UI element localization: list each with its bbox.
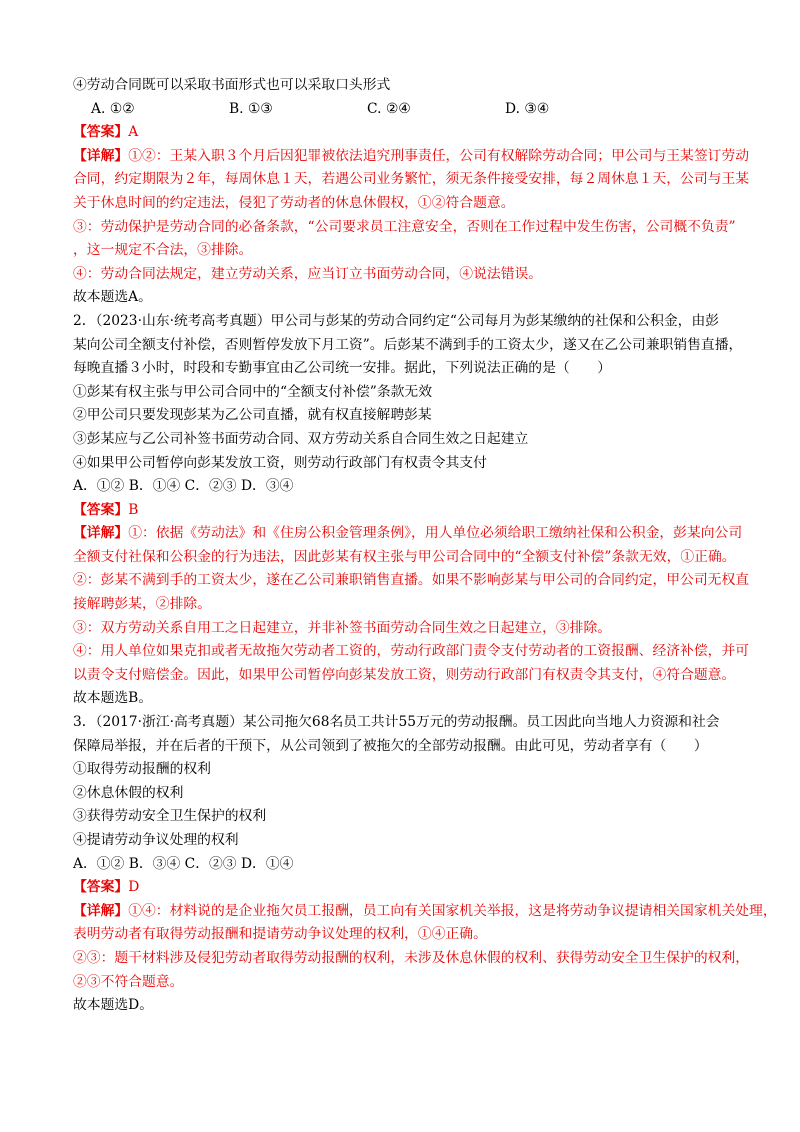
q1-detail-line: ，这一规定不合法，③排除。 bbox=[73, 242, 253, 259]
q1-conclusion: 故本题选A。 bbox=[73, 289, 152, 306]
answer-value: A bbox=[128, 124, 139, 141]
q2-item: ①彭某有权主张与甲公司合同中的“全额支付补偿”条款无效 bbox=[73, 383, 433, 400]
q1-option-a: A. ①② bbox=[91, 100, 135, 117]
q1-detail-line: 合同，约定期限为２年，每周休息１天，若遇公司业务繁忙，须无条件接受安排，每２周休息１天，公司与王某 bbox=[73, 171, 750, 188]
q2-answer bbox=[73, 499, 760, 523]
q3-detail-line bbox=[73, 900, 777, 924]
q2-detail-line: 接解聘彭某，②排除。 bbox=[73, 596, 211, 613]
q2-conclusion: 故本题选B。 bbox=[73, 690, 153, 707]
detail-tag: 【详解】 bbox=[73, 902, 129, 919]
q3-options: A．①② B．③④ C．②③ D．①④ bbox=[73, 855, 294, 872]
detail-tag: 【详解】 bbox=[73, 147, 129, 164]
q3-stem-line: 保障局举报，并在后者的干预下，从公司领到了被拖欠的全部劳动报酬。由此可见，劳动者享有（ ） bbox=[73, 737, 708, 754]
q2-detail-line bbox=[73, 522, 760, 546]
q3-detail-line: ②③不符合题意。 bbox=[73, 973, 184, 990]
answer-tag: 【答案】 bbox=[73, 879, 129, 896]
q3-conclusion: 故本题选D。 bbox=[73, 997, 154, 1014]
q1-detail-line: ④：劳动合同法规定，建立劳动关系，应当订立书面劳动合同，④说法错误。 bbox=[73, 265, 543, 282]
q2-detail-line: ②：彭某不满到手的工资太少，遂在乙公司兼职销售直播。如果不影响彭某与甲公司的合同约定，甲公司无权直 bbox=[73, 572, 750, 589]
answer-tag: 【答案】 bbox=[73, 124, 129, 141]
q1-option-c: C. ②④ bbox=[367, 100, 411, 117]
q2-detail-line: ④：用人单位如果克扣或者无故拖欠劳动者工资的，劳动行政部门责令支付劳动者的工资报酬、经济补偿，并可 bbox=[73, 643, 750, 660]
q1-detail-line bbox=[73, 145, 760, 169]
q3-stem-line: 3．（2017·浙江·高考真题）某公司拖欠68名员工共计55万元的劳动报酬。员工因此向当地人力资源和社会 bbox=[73, 714, 720, 731]
detail-text: ①：依据《劳动法》和《住房公积金管理条例》，用人单位必须给职工缴纳社保和公积金，彭某向公司 bbox=[128, 525, 743, 542]
q3-item: ②休息休假的权利 bbox=[73, 784, 184, 801]
q2-item: ④如果甲公司暂停向彭某发放工资，则劳动行政部门有权责令其支付 bbox=[73, 454, 487, 471]
q2-stem-line: 某向公司全额支付补偿，否则暂停发放下月工资”。后彭某不满到手的工资太少，遂又在乙公司兼职销售直播， bbox=[73, 336, 743, 353]
answer-value: D bbox=[128, 879, 140, 896]
q1-options bbox=[73, 98, 760, 122]
q3-item: ③获得劳动安全卫生保护的权利 bbox=[73, 808, 267, 825]
detail-tag: 【详解】 bbox=[73, 525, 129, 542]
q1-answer bbox=[73, 121, 760, 145]
q2-detail-line: 以责令支付赔偿金。因此，如果甲公司暂停向彭某发放工资，则劳动行政部门有权责令其支付，④符合题意。 bbox=[73, 666, 736, 683]
q3-item: ①取得劳动报酬的权利 bbox=[73, 761, 211, 778]
q2-item: ③彭某应与乙公司补签书面劳动合同、双方劳动关系自合同生效之日起建立 bbox=[73, 430, 529, 447]
q1-item-4: ④劳动合同既可以采取书面形式也可以采取口头形式 bbox=[73, 77, 391, 93]
q1-option-b: B. ①③ bbox=[229, 100, 273, 117]
q3-item: ④提请劳动争议处理的权利 bbox=[73, 832, 239, 848]
q1-option-d: D. ③④ bbox=[505, 100, 550, 117]
detail-text: ①④：材料说的是企业拖欠员工报酬，员工向有关国家机关举报，这是将劳动争议提请相关国家机关处理， bbox=[128, 902, 777, 919]
detail-text: ①②：王某入职３个月后因犯罪被依法追究刑事责任，公司有权解除劳动合同；甲公司与王某签订劳动 bbox=[128, 147, 750, 164]
answer-value: B bbox=[128, 501, 139, 518]
q2-item: ②甲公司只要发现彭某为乙公司直播，就有权直接解聘彭某 bbox=[73, 407, 432, 424]
q3-detail-line: 表明劳动者有取得劳动报酬和提请劳动争议处理的权利，①④正确。 bbox=[73, 926, 487, 943]
q3-answer bbox=[73, 876, 760, 900]
q2-stem-line: 每晚直播３小时，时段和专勤事宜由乙公司统一安排。据此，下列说法正确的是（ ） bbox=[73, 360, 612, 377]
q2-detail-line: ③：双方劳动关系自用工之日起建立，并非补签书面劳动合同生效之日起建立，③排除。 bbox=[73, 619, 612, 636]
q2-options: A．①② B．①④ C．②③ D．③④ bbox=[73, 478, 294, 495]
q1-detail-line: 关于休息时间的约定违法，侵犯了劳动者的休息休假权，①②符合题意。 bbox=[73, 194, 515, 211]
q1-detail-line: ③：劳动保护是劳动合同的必备条款，“公司要求员工注意安全，否则在工作过程中发生伤害，公司概不负责” bbox=[73, 218, 736, 235]
q3-detail-line: ②③：题干材料涉及侵犯劳动者取得劳动报酬的权利，未涉及休息休假的权利、获得劳动安全卫生保护的权利， bbox=[73, 949, 750, 966]
q2-detail-line: 全额支付社保和公积金的行为违法，因此彭某有权主张与甲公司合同中的“全额支付补偿”条款无效，①正确。 bbox=[73, 548, 736, 565]
q2-stem-line: 2．（2023·山东·统考高考真题）甲公司与彭某的劳动合同约定“公司每月为彭某缴纳的社保和公积金，由彭 bbox=[73, 312, 720, 329]
answer-tag: 【答案】 bbox=[73, 501, 129, 518]
